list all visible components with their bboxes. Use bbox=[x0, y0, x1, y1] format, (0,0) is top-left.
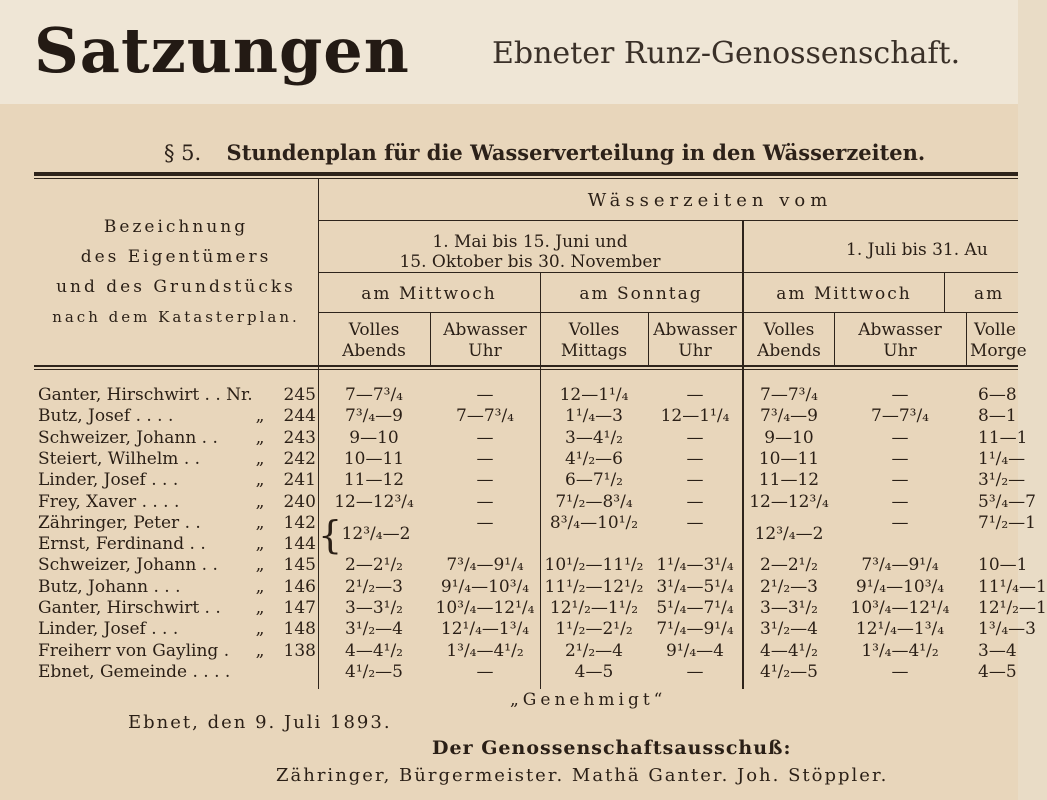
ditto-mark: „ bbox=[255, 619, 265, 640]
parcel-number: 145 bbox=[283, 555, 316, 576]
time-cell: 4—5 bbox=[574, 661, 614, 682]
period-1-line-2: 15. Oktober bis 30. November bbox=[399, 252, 661, 272]
ditto-mark: „ bbox=[255, 576, 265, 597]
ditto-mark: „ bbox=[255, 470, 265, 491]
owner-header-line-3: und des Grundstücks bbox=[56, 277, 296, 297]
owner-name: Linder, Josef . . . bbox=[38, 619, 179, 640]
owner-column-header bbox=[40, 212, 312, 332]
sub-uhr-2: Uhr bbox=[678, 341, 712, 361]
time-cell: 5¹/₄—7¹/₄ bbox=[656, 598, 734, 618]
time-cell: 9—10 bbox=[349, 427, 399, 448]
time-cell: 12¹/₂—1 bbox=[978, 598, 1047, 618]
sub-divider-4 bbox=[966, 313, 967, 365]
parcel-number: 242 bbox=[283, 448, 316, 469]
table-row bbox=[0, 662, 1018, 683]
time-cell: 12—1¹/₄ bbox=[559, 385, 629, 405]
time-cell: — bbox=[686, 512, 704, 533]
parcel-number: 240 bbox=[283, 491, 316, 512]
section-title: Stundenplan für die Wasserverteilung in den Wässerzeiten. bbox=[226, 140, 926, 165]
owner-name: Butz, Johann . . . bbox=[38, 576, 181, 597]
sub-uhr-1: Uhr bbox=[468, 341, 502, 361]
time-cell: — bbox=[476, 661, 494, 682]
day-partial: am bbox=[974, 284, 1005, 304]
time-cell: 4—4¹/₂ bbox=[760, 640, 818, 661]
sub-volles-1: Volles bbox=[348, 320, 400, 340]
sub-volles-3: Volles bbox=[763, 320, 815, 340]
time-cell: — bbox=[686, 385, 704, 405]
time-cell: — bbox=[476, 491, 494, 512]
table-row bbox=[0, 598, 1047, 619]
table-row bbox=[0, 619, 1036, 640]
owner-header-line-1: Bezeichnung bbox=[103, 217, 249, 237]
owner-name: Ganter, Hirschwirt . . bbox=[38, 598, 221, 618]
day-sonntag-1: am Sonntag bbox=[579, 284, 703, 304]
sub-volle-partial: Volle bbox=[974, 320, 1016, 340]
ditto-mark: „ bbox=[255, 448, 265, 469]
time-cell: 8—1 bbox=[978, 406, 1017, 427]
table-row bbox=[0, 385, 1018, 406]
time-cell: — bbox=[891, 448, 909, 469]
ditto-mark: „ bbox=[255, 406, 265, 427]
time-cell: 9¹/₄—10³/₄ bbox=[440, 576, 530, 597]
time-cell: 10³/₄—12¹/₄ bbox=[850, 598, 950, 618]
time-cell: — bbox=[476, 427, 494, 448]
time-cell: 1³/₄—4¹/₂ bbox=[446, 640, 524, 661]
time-cell: 2¹/₂—4 bbox=[565, 640, 623, 661]
time-cell: 7³/₄—9 bbox=[345, 406, 403, 427]
table-row bbox=[0, 555, 1028, 576]
time-cell: 10¹/₂—11¹/₂ bbox=[544, 555, 644, 576]
owner-name: Freiherr von Gayling . bbox=[38, 640, 230, 661]
parcel-number: 244 bbox=[283, 406, 316, 427]
time-cell: 6—8 bbox=[978, 385, 1017, 405]
signatories: Zähringer, Bürgermeister. Mathä Ganter. Joh. Stöppler. bbox=[276, 765, 889, 786]
time-cell: 9—10 bbox=[764, 427, 814, 448]
table-row bbox=[0, 491, 1036, 513]
time-cell: 4¹/₂—5 bbox=[345, 661, 403, 682]
time-cell: 1¹/₄—3 bbox=[565, 406, 623, 427]
table-row bbox=[0, 448, 1026, 470]
merged-cell-2: 12³/₄—2 bbox=[754, 524, 824, 544]
time-cell: 11—12 bbox=[343, 470, 405, 491]
time-cell: — bbox=[476, 470, 494, 491]
time-cell: 1¹/₄—3¹/₄ bbox=[656, 555, 734, 576]
day-mittwoch-2: am Mittwoch bbox=[776, 284, 912, 304]
time-cell: — bbox=[686, 470, 704, 491]
time-cell: 3¹/₂—4 bbox=[760, 619, 818, 640]
time-cell: 7—7³/₄ bbox=[345, 385, 403, 405]
table-row bbox=[0, 470, 1026, 491]
parcel-number: 148 bbox=[283, 619, 316, 640]
table-top-rule-thin bbox=[34, 178, 1018, 179]
sub-abends-1: Abends bbox=[342, 341, 406, 361]
time-cell: 7—7³/₄ bbox=[760, 385, 818, 405]
owner-name: Butz, Josef . . . . bbox=[38, 406, 174, 427]
parcel-number: 142 bbox=[283, 512, 316, 533]
time-cell: 4—4¹/₂ bbox=[345, 640, 403, 661]
ditto-mark: „ bbox=[255, 512, 265, 533]
time-cell: 1³/₄—4¹/₂ bbox=[861, 640, 939, 661]
ditto-mark: „ bbox=[255, 555, 265, 576]
day-divider-2 bbox=[944, 273, 945, 313]
owner-name: Frey, Xaver . . . . bbox=[38, 491, 180, 512]
time-cell: 10—1 bbox=[978, 555, 1028, 576]
time-cell: — bbox=[891, 491, 909, 512]
time-cell: 11¹/₄—1 bbox=[978, 576, 1047, 597]
time-cell: 7³/₄—9¹/₄ bbox=[861, 555, 939, 576]
parcel-number: 241 bbox=[283, 470, 316, 491]
time-cell: 10—11 bbox=[758, 448, 820, 469]
time-cell: 4—5 bbox=[978, 661, 1017, 682]
time-cell: 12—1¹/₄ bbox=[660, 406, 730, 427]
time-cell: 12—12³/₄ bbox=[334, 491, 414, 512]
document-subtitle: Ebneter Runz-Genossenschaft. bbox=[492, 36, 961, 71]
time-cell: 12—12³/₄ bbox=[749, 491, 829, 512]
time-cell: 3—4 bbox=[978, 640, 1017, 661]
time-cell: 7³/₄—9 bbox=[760, 406, 818, 427]
owner-name: Schweizer, Johann . . bbox=[38, 427, 218, 448]
time-cell: 2—2¹/₂ bbox=[760, 555, 818, 576]
time-cell: 4¹/₂—6 bbox=[565, 448, 623, 469]
table-row bbox=[0, 534, 1018, 555]
table-row bbox=[0, 576, 1047, 598]
owner-name: Linder, Josef . . . bbox=[38, 470, 179, 491]
table-row bbox=[0, 427, 1028, 449]
time-cell: 7¹/₂—8³/₄ bbox=[555, 491, 633, 512]
ditto-mark: „ bbox=[255, 491, 265, 512]
parcel-number: 147 bbox=[283, 598, 316, 618]
time-cell: — bbox=[891, 427, 909, 448]
merged-cell-1: 12³/₄—2 bbox=[341, 524, 411, 544]
header-bottom-rule-thin bbox=[34, 369, 1018, 370]
time-cell: 7—7³/₄ bbox=[871, 406, 929, 427]
time-cell: 8³/₄—10¹/₂ bbox=[549, 512, 639, 533]
time-cell: 3¹/₄—5¹/₄ bbox=[656, 576, 734, 597]
table-row bbox=[0, 406, 1018, 427]
parcel-number: 245 bbox=[283, 385, 316, 405]
time-cell: 11—12 bbox=[758, 470, 820, 491]
parcel-number: 144 bbox=[283, 534, 316, 555]
ditto-mark: „ bbox=[255, 598, 265, 618]
time-cell: 6—7¹/₂ bbox=[565, 470, 623, 491]
sub-volles-2: Volles bbox=[568, 320, 620, 340]
time-cell: 7¹/₂—1 bbox=[978, 512, 1036, 533]
time-cell: — bbox=[686, 427, 704, 448]
time-cell: — bbox=[686, 661, 704, 682]
time-cell: 3¹/₂— bbox=[978, 470, 1026, 491]
document-title: Satzungen bbox=[34, 14, 410, 87]
ditto-mark: „ bbox=[255, 640, 265, 661]
parcel-number: 243 bbox=[283, 427, 316, 448]
ditto-mark: „ bbox=[255, 534, 265, 555]
sub-abends-3: Abends bbox=[757, 341, 821, 361]
section-heading bbox=[164, 140, 925, 165]
committee-heading: Der Genossenschaftsausschuß: bbox=[432, 737, 792, 759]
time-cell: 7¹/₄—9¹/₄ bbox=[656, 619, 734, 640]
time-cell: 3—3¹/₂ bbox=[760, 598, 818, 618]
time-cell: — bbox=[686, 491, 704, 512]
time-cell: — bbox=[891, 470, 909, 491]
time-cell: 3—4¹/₂ bbox=[565, 427, 623, 448]
title-strip bbox=[0, 0, 1018, 104]
time-cell: 10—11 bbox=[343, 448, 405, 469]
parcel-number: 146 bbox=[283, 576, 316, 597]
time-cell: 9¹/₄—10³/₄ bbox=[855, 576, 945, 597]
time-cell: 3—3¹/₂ bbox=[345, 598, 403, 618]
owner-name: Steiert, Wilhelm . . bbox=[38, 448, 201, 469]
sub-abwasser-3: Abwasser bbox=[858, 320, 942, 340]
time-cell: 12¹/₂—1¹/₂ bbox=[549, 598, 639, 618]
sub-abwasser-1: Abwasser bbox=[443, 320, 527, 340]
sub-uhr-3: Uhr bbox=[883, 341, 917, 361]
header-rule-3 bbox=[318, 312, 1018, 313]
owner-header-line-2: des Eigentümers bbox=[80, 247, 272, 267]
time-cell: 1³/₄—3 bbox=[978, 619, 1036, 640]
owner-name: Ernst, Ferdinand . . bbox=[38, 534, 206, 555]
time-cell: 2¹/₂—3 bbox=[760, 576, 818, 597]
time-cell: 5³/₄—7 bbox=[978, 491, 1036, 512]
period-2-heading: 1. Juli bis 31. Au bbox=[846, 240, 988, 260]
owner-name: Zähringer, Peter . . bbox=[38, 512, 201, 533]
time-cell: 10³/₄—12¹/₄ bbox=[435, 598, 535, 618]
time-cell: 1¹/₄— bbox=[978, 448, 1026, 469]
table-top-rule bbox=[34, 172, 1018, 176]
sub-mittags-2: Mittags bbox=[560, 341, 628, 361]
owner-header-line-4: nach dem Katasterplan. bbox=[52, 308, 300, 326]
table-row bbox=[0, 512, 1036, 534]
time-cell: — bbox=[476, 385, 494, 405]
time-cell: 9¹/₄—4 bbox=[666, 640, 724, 661]
time-cell: — bbox=[891, 661, 909, 682]
table-row bbox=[0, 641, 1018, 662]
time-cell: — bbox=[891, 385, 909, 405]
owner-name: Ganter, Hirschwirt . . Nr. bbox=[38, 385, 253, 405]
header-rule-2 bbox=[318, 272, 1018, 273]
time-cell: 11—1 bbox=[978, 427, 1028, 448]
sub-abwasser-2: Abwasser bbox=[653, 320, 737, 340]
header-bottom-rule bbox=[34, 365, 1018, 367]
time-cell: 12¹/₄—1³/₄ bbox=[440, 619, 530, 640]
approved-note: „Genehmigt“ bbox=[510, 690, 667, 710]
ditto-mark: „ bbox=[255, 427, 265, 448]
section-number: § 5. bbox=[164, 141, 202, 165]
time-cell: 4¹/₂—5 bbox=[760, 661, 818, 682]
time-cell: 7³/₄—9¹/₄ bbox=[446, 555, 524, 576]
merge-brace: { bbox=[318, 513, 343, 557]
parcel-number: 138 bbox=[283, 640, 316, 661]
time-cell: 12¹/₄—1³/₄ bbox=[855, 619, 945, 640]
time-cell: 7—7³/₄ bbox=[456, 406, 514, 427]
time-cell: 2¹/₂—3 bbox=[345, 576, 403, 597]
time-cell: — bbox=[891, 512, 909, 533]
time-cell: — bbox=[686, 448, 704, 469]
period-1-line-1: 1. Mai bis 15. Juni und bbox=[432, 232, 628, 252]
time-cell: 1¹/₂—2¹/₂ bbox=[555, 619, 633, 640]
time-cell: — bbox=[476, 448, 494, 469]
place-date: Ebnet, den 9. Juli 1893. bbox=[128, 712, 392, 733]
owner-name: Ebnet, Gemeinde . . . . bbox=[38, 661, 231, 682]
time-cell: 3¹/₂—4 bbox=[345, 619, 403, 640]
time-cell: 2—2¹/₂ bbox=[345, 555, 403, 576]
sub-morge-partial: Morge bbox=[970, 341, 1027, 361]
owner-name: Schweizer, Johann . . bbox=[38, 555, 218, 576]
time-cell: — bbox=[476, 512, 494, 533]
header-rule-1 bbox=[318, 220, 1018, 221]
wasserzeiten-heading: Wässerzeiten vom bbox=[587, 190, 833, 211]
day-mittwoch-1: am Mittwoch bbox=[361, 284, 497, 304]
time-cell: 11¹/₂—12¹/₂ bbox=[544, 576, 644, 597]
